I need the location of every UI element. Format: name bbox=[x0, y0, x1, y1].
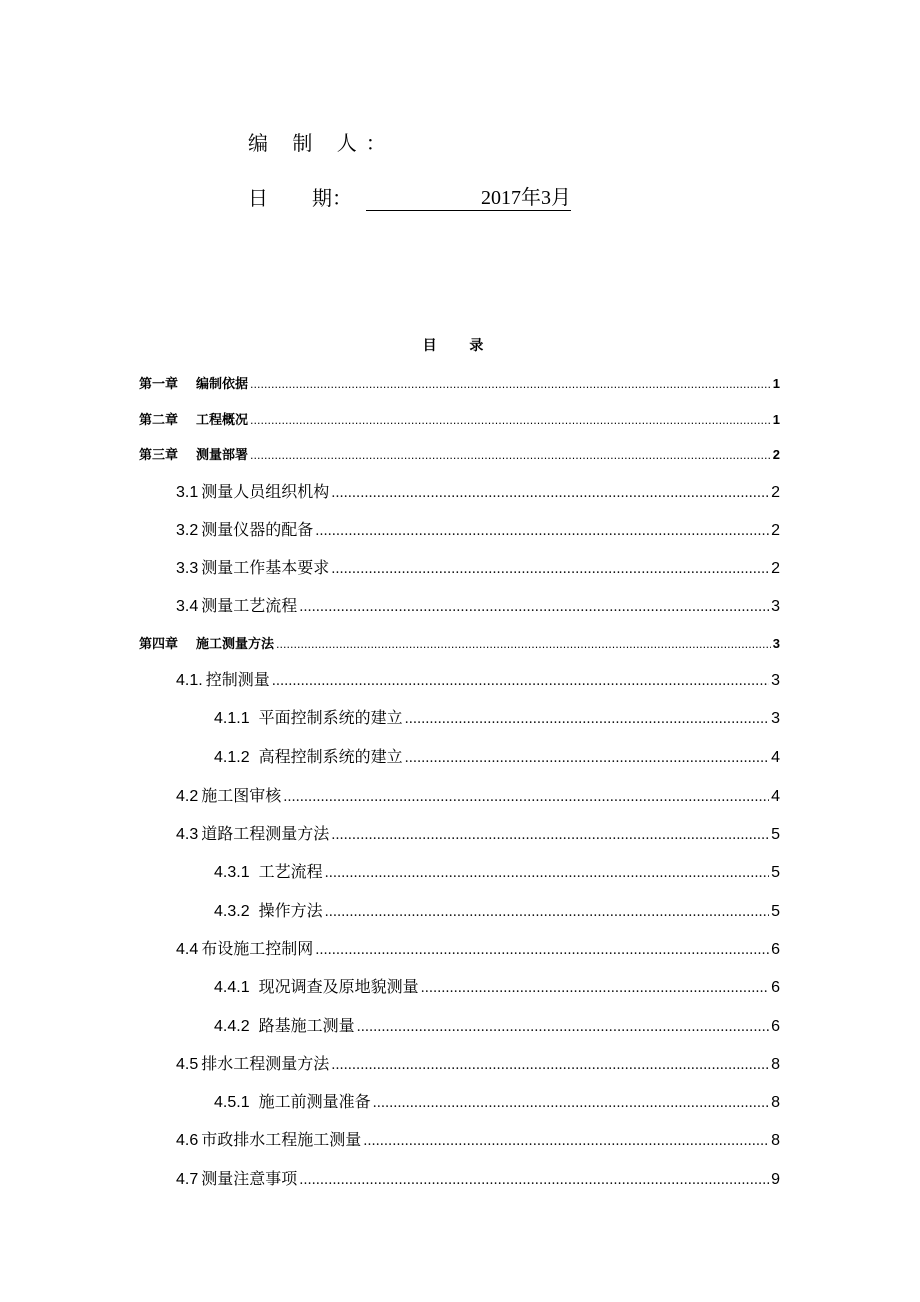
toc-entry-number: 3.4 bbox=[176, 598, 199, 615]
toc-leader-dots bbox=[325, 866, 769, 881]
toc-leader-dots bbox=[331, 486, 769, 501]
toc-leader-dots bbox=[315, 524, 769, 539]
toc-entry-title: 测量仪器的配备 bbox=[201, 520, 314, 539]
toc-entry[interactable] bbox=[214, 898, 780, 921]
toc-entry-title: 工程概况 bbox=[196, 413, 249, 428]
toc-entry-title: 施工图审核 bbox=[201, 786, 282, 805]
toc-entry-page: 5 bbox=[771, 903, 780, 920]
toc-entry-title: 操作方法 bbox=[258, 901, 323, 920]
toc-entry[interactable] bbox=[176, 667, 780, 690]
toc-title: 目 录 bbox=[422, 338, 498, 354]
toc-entry-number: 4.4 bbox=[176, 941, 199, 958]
toc-entry-page: 3 bbox=[772, 636, 780, 651]
toc-entry[interactable] bbox=[176, 1166, 780, 1189]
toc-entry[interactable] bbox=[139, 444, 780, 463]
toc-leader-dots bbox=[405, 751, 769, 766]
toc-entry-title: 测量部署 bbox=[196, 448, 249, 463]
toc-entry-page: 4 bbox=[771, 788, 780, 805]
toc-entry-page: 6 bbox=[771, 979, 780, 996]
toc-leader-dots bbox=[299, 600, 769, 615]
toc-entry-page: 9 bbox=[771, 1171, 780, 1188]
toc-entry-title: 测量注意事项 bbox=[201, 1169, 298, 1188]
toc-entry-page: 1 bbox=[772, 412, 780, 427]
toc-entry-title: 工艺流程 bbox=[258, 862, 323, 881]
toc-entry[interactable] bbox=[176, 555, 780, 578]
toc-leader-dots bbox=[331, 562, 769, 577]
toc-entry-number: 4.2 bbox=[176, 788, 199, 805]
toc-entry-number: 第一章 bbox=[139, 376, 179, 391]
toc-entry-number: 4.5.1 bbox=[214, 1094, 250, 1111]
toc-entry[interactable] bbox=[139, 633, 780, 652]
toc-entry-number: 3.1 bbox=[176, 484, 199, 501]
toc-leader-dots bbox=[315, 943, 769, 958]
toc-entry-page: 5 bbox=[771, 864, 780, 881]
toc-entry-title: 控制测量 bbox=[205, 670, 270, 689]
toc-entry-title: 施工前测量准备 bbox=[258, 1092, 371, 1111]
toc-leader-dots bbox=[272, 674, 769, 689]
toc-leader-dots bbox=[405, 712, 769, 727]
toc-entry-number: 4.3 bbox=[176, 826, 199, 843]
toc-entry-number: 4.1.2 bbox=[214, 749, 250, 766]
date-row bbox=[248, 182, 571, 211]
toc-entry-number: 3.3 bbox=[176, 560, 199, 577]
toc-entry[interactable] bbox=[214, 1089, 780, 1112]
toc-entry-number: 4.5 bbox=[176, 1056, 199, 1073]
date-label-part2: 期： bbox=[312, 186, 352, 210]
toc-entry-title: 道路工程测量方法 bbox=[201, 824, 330, 843]
toc-entry[interactable] bbox=[214, 859, 780, 882]
toc-entry-page: 2 bbox=[771, 484, 780, 501]
toc-entry-title: 布设施工控制网 bbox=[201, 939, 314, 958]
toc-entry[interactable] bbox=[176, 593, 780, 616]
toc-entry-page: 8 bbox=[771, 1094, 780, 1111]
toc-entry-title: 现况调查及原地貌测量 bbox=[258, 977, 419, 996]
toc-entry-number: 第四章 bbox=[139, 636, 179, 651]
toc-entry-number: 4.1.1 bbox=[214, 710, 250, 727]
toc-entry-title: 测量工艺流程 bbox=[201, 596, 298, 615]
toc-entry-page: 1 bbox=[772, 376, 780, 391]
toc-entry[interactable] bbox=[214, 705, 780, 728]
toc-entry-page: 3 bbox=[771, 672, 780, 689]
toc-entry-number: 4.3.1 bbox=[214, 864, 250, 881]
toc-entry-page: 5 bbox=[771, 826, 780, 843]
toc-entry-page: 4 bbox=[771, 749, 780, 766]
toc-entry[interactable] bbox=[214, 1013, 780, 1036]
toc-entry-title: 施工测量方法 bbox=[196, 637, 275, 652]
toc-entry-page: 3 bbox=[771, 598, 780, 615]
toc-entry-number: 4.6 bbox=[176, 1132, 199, 1149]
date-label-part1: 日 bbox=[248, 186, 268, 210]
toc-leader-dots bbox=[331, 828, 769, 843]
toc-entry-page: 6 bbox=[771, 1018, 780, 1035]
toc-entry-page: 2 bbox=[771, 560, 780, 577]
toc-entry-page: 8 bbox=[771, 1132, 780, 1149]
toc-entry-number: 4.4.2 bbox=[214, 1018, 250, 1035]
toc-entry-number: 4.7 bbox=[176, 1171, 199, 1188]
compiler-label: 编 制 人： bbox=[248, 131, 395, 155]
toc-entry-number: 4.1. bbox=[176, 672, 203, 689]
toc-entry-page: 8 bbox=[771, 1056, 780, 1073]
toc-leader-dots bbox=[325, 905, 769, 920]
toc-leader-dots bbox=[250, 378, 771, 391]
toc-entry-page: 2 bbox=[772, 447, 780, 462]
toc-entry-number: 第二章 bbox=[139, 412, 179, 427]
toc-entry[interactable] bbox=[176, 783, 780, 806]
toc-entry-page: 3 bbox=[771, 710, 780, 727]
toc-entry[interactable] bbox=[176, 517, 780, 540]
toc-leader-dots bbox=[357, 1020, 769, 1035]
toc-entry-number: 第三章 bbox=[139, 447, 179, 462]
toc-leader-dots bbox=[373, 1096, 769, 1111]
toc-entry[interactable] bbox=[176, 821, 780, 844]
toc-entry-number: 4.4.1 bbox=[214, 979, 250, 996]
toc-entry[interactable] bbox=[139, 373, 780, 392]
toc-entry-title: 排水工程测量方法 bbox=[201, 1054, 330, 1073]
toc-leader-dots bbox=[299, 1173, 769, 1188]
toc-leader-dots bbox=[363, 1134, 769, 1149]
toc-entry[interactable] bbox=[214, 744, 780, 767]
toc-entry[interactable] bbox=[176, 479, 780, 502]
toc-leader-dots bbox=[421, 981, 769, 996]
toc-entry-title: 路基施工测量 bbox=[258, 1016, 355, 1035]
date-value: 2017年3月 bbox=[366, 186, 571, 211]
toc-entry-number: 4.3.2 bbox=[214, 903, 250, 920]
toc-entry[interactable] bbox=[176, 1127, 780, 1150]
toc-entry-page: 2 bbox=[771, 522, 780, 539]
date-label bbox=[248, 182, 366, 211]
toc-entry-number: 3.2 bbox=[176, 522, 199, 539]
toc-entry[interactable] bbox=[139, 409, 780, 428]
toc-leader-dots bbox=[250, 449, 771, 462]
toc-entry-title: 市政排水工程施工测量 bbox=[201, 1130, 362, 1149]
toc-entry[interactable] bbox=[176, 1051, 780, 1074]
toc-leader-dots bbox=[276, 638, 771, 651]
toc-entry-title: 平面控制系统的建立 bbox=[258, 708, 403, 727]
toc-entry-page: 6 bbox=[771, 941, 780, 958]
toc-entry[interactable] bbox=[214, 974, 780, 997]
toc-entry-title: 测量人员组织机构 bbox=[201, 482, 330, 501]
toc-entry-title: 高程控制系统的建立 bbox=[258, 747, 403, 766]
toc-leader-dots bbox=[250, 414, 771, 427]
toc-entry-title: 测量工作基本要求 bbox=[201, 558, 330, 577]
toc-entry[interactable] bbox=[176, 936, 780, 959]
toc-leader-dots bbox=[331, 1058, 769, 1073]
toc-entry-title: 编制依据 bbox=[196, 377, 249, 392]
toc-leader-dots bbox=[283, 790, 769, 805]
